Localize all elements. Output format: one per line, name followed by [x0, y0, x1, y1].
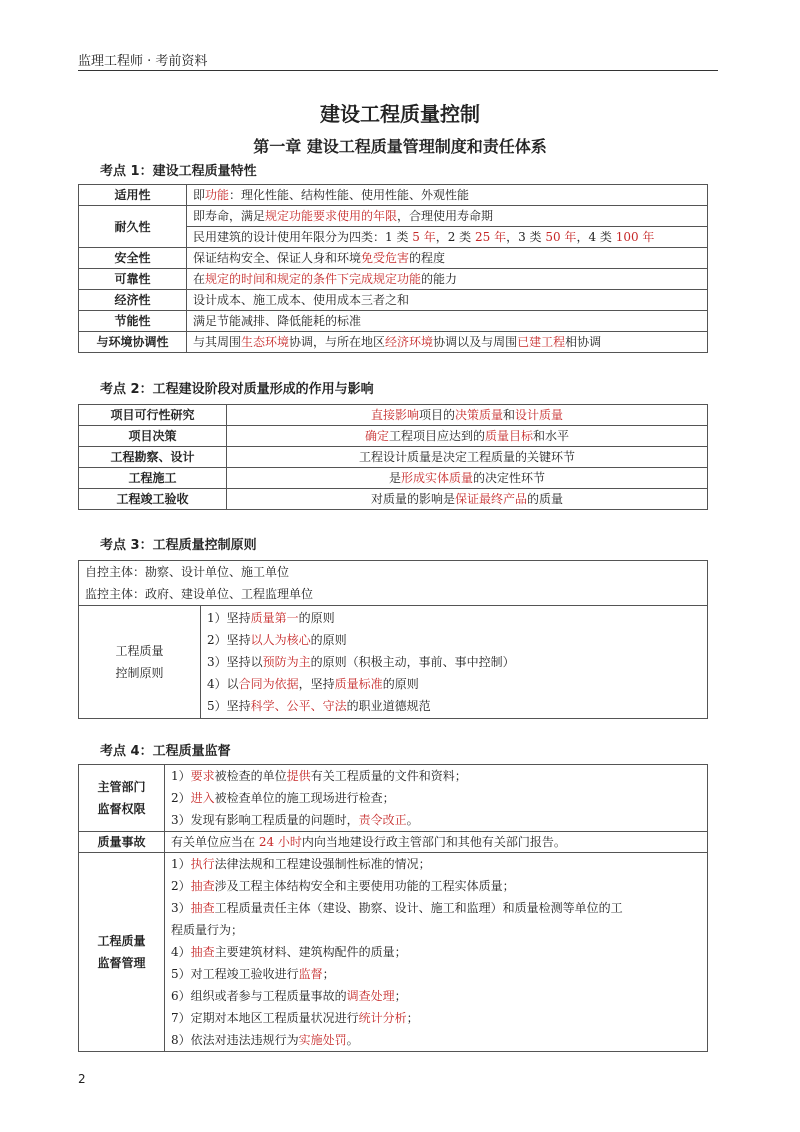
- highlight-text: 责令改正: [358, 813, 407, 827]
- body-text: 4）以: [207, 677, 239, 691]
- highlight-text: 5 年: [412, 230, 436, 244]
- body-text: 即寿命，满足: [193, 209, 266, 223]
- page-header: 监理工程师 · 考前资料: [78, 54, 208, 69]
- body-text: 4）: [171, 945, 191, 959]
- body-text: 。: [406, 813, 419, 827]
- body-text: 工程设计质量是决定工程质量的关键环节: [358, 450, 575, 464]
- highlight-text: 统计分析: [358, 1011, 407, 1025]
- body-text: 被检查单位的施工现场进行检查；: [214, 791, 395, 805]
- row-label: 节能性: [79, 311, 187, 332]
- row-content: [187, 269, 708, 290]
- highlight-text: 直接影响: [370, 408, 419, 422]
- stage-content: [227, 426, 708, 447]
- row-content: [187, 290, 708, 311]
- highlight-text: 监督: [298, 967, 323, 981]
- highlight-text: 免受危害: [361, 251, 410, 265]
- body-text: ，2 类: [435, 230, 475, 244]
- highlight-text: 经济环境: [385, 335, 434, 349]
- highlight-text: 合同为依据: [238, 677, 299, 691]
- body-text: 被检查的单位: [214, 769, 287, 783]
- body-text: 3）坚持以: [207, 655, 263, 669]
- row-content: [187, 206, 708, 227]
- stage-content: [227, 447, 708, 468]
- highlight-text: 预防为主: [262, 655, 311, 669]
- body-text: ；: [322, 967, 335, 981]
- body-text: 有关工程质量的文件和资料；: [310, 769, 467, 783]
- body-text: 5）对工程竣工验收进行: [171, 967, 299, 981]
- highlight-text: 质量第一: [250, 611, 299, 625]
- body-text: ，坚持: [298, 677, 335, 691]
- highlight-text: 设计质量: [515, 408, 564, 422]
- body-text: 的决定性环节: [473, 471, 546, 485]
- body-text: 的职业道德规范: [346, 699, 431, 713]
- stage-label: 工程竣工验收: [79, 489, 227, 510]
- highlight-text: 要求: [190, 769, 215, 783]
- body-text: 的能力: [421, 272, 458, 286]
- row-label: 与环境协调性: [79, 332, 187, 353]
- highlight-text: 抽查: [190, 945, 215, 959]
- body-text: 与其周围: [193, 335, 242, 349]
- list-item: [171, 787, 701, 809]
- body-text: ，合理使用寿命期: [397, 209, 494, 223]
- list-item: [171, 1029, 701, 1051]
- row-content: [187, 332, 708, 353]
- list-item: [207, 629, 701, 651]
- chapter-title: 第一章 建设工程质量管理制度和责任体系: [253, 137, 547, 156]
- control-principles-table: [78, 560, 708, 719]
- body-text: 的质量: [527, 492, 564, 506]
- body-text: ，4 类: [576, 230, 616, 244]
- authority-list: [165, 765, 708, 832]
- list-item: [171, 963, 701, 985]
- row-content: [187, 248, 708, 269]
- list-item: [171, 897, 701, 919]
- management-list: [165, 853, 708, 1052]
- accident-label: 质量事故: [79, 832, 165, 853]
- body-text: 是: [388, 471, 401, 485]
- body-text: 。: [346, 1033, 359, 1047]
- page-number: 2: [78, 1072, 86, 1086]
- stage-label: 工程施工: [79, 468, 227, 489]
- accident-content: [165, 832, 708, 853]
- highlight-text: 24 小时: [258, 835, 302, 849]
- list-item: [171, 919, 701, 941]
- body-text: 工程项目应达到的: [388, 429, 485, 443]
- highlight-text: 执行: [190, 857, 215, 871]
- body-text: 民用建筑的设计使用年限分为四类：1 类: [193, 230, 413, 244]
- list-item: [171, 941, 701, 963]
- body-text: 3）发现有影响工程质量的问题时，: [171, 813, 359, 827]
- list-item: [207, 607, 701, 629]
- body-text: 设计成本、施工成本、使用成本三者之和: [193, 293, 410, 307]
- body-text: 的程度: [409, 251, 446, 265]
- stage-label: 项目决策: [79, 426, 227, 447]
- body-text: 主要建筑材料、建筑构配件的质量；: [214, 945, 407, 959]
- body-text: 5）坚持: [207, 699, 251, 713]
- row-content: [187, 311, 708, 332]
- highlight-text: 100 年: [615, 230, 655, 244]
- body-text: 1）坚持: [207, 611, 251, 625]
- stage-label: 工程勘察、设计: [79, 447, 227, 468]
- self-control-subject: 自控主体：勘察、设计单位、施工单位: [85, 565, 290, 579]
- row-label: 适用性: [79, 185, 187, 206]
- highlight-text: 规定功能要求使用的年限: [265, 209, 398, 223]
- body-text: 内向当地建设行政主管部门和其他有关部门报告。: [301, 835, 566, 849]
- stage-content: [227, 468, 708, 489]
- body-text: 在: [193, 272, 206, 286]
- list-item: [207, 651, 701, 673]
- stage-content: [227, 405, 708, 426]
- highlight-text: 形成实体质量: [400, 471, 473, 485]
- section-3-title: 考点 3：工程质量控制原则: [100, 538, 257, 553]
- stage-content: [227, 489, 708, 510]
- construction-stage-table: [78, 404, 708, 510]
- stage-label: 项目可行性研究: [79, 405, 227, 426]
- highlight-text: 抽查: [190, 879, 215, 893]
- highlight-text: 25 年: [474, 230, 507, 244]
- body-text: 程质量行为；: [171, 923, 244, 937]
- quality-characteristics-table: [78, 184, 708, 353]
- management-label: 工程质量 监督管理: [79, 853, 165, 1052]
- body-text: 的原则: [298, 611, 335, 625]
- authority-label: 主管部门 监督权限: [79, 765, 165, 832]
- body-text: 2）坚持: [207, 633, 251, 647]
- body-text: 相协调: [565, 335, 602, 349]
- body-text: 协调以及与周围: [433, 335, 518, 349]
- body-text: 项目的: [418, 408, 455, 422]
- body-text: 协调，与所在地区: [289, 335, 386, 349]
- highlight-text: 质量目标: [485, 429, 534, 443]
- list-item: [171, 809, 701, 831]
- highlight-text: 决策质量: [454, 408, 503, 422]
- body-text: ；: [394, 989, 407, 1003]
- body-text: 和: [503, 408, 516, 422]
- highlight-text: 已建工程: [517, 335, 566, 349]
- header-divider: [78, 70, 718, 71]
- body-text: 满足节能减排、降低能耗的标准: [193, 314, 362, 328]
- highlight-text: 以人为核心: [250, 633, 311, 647]
- body-text: 的原则（积极主动，事前、事中控制）: [310, 655, 515, 669]
- highlight-text: 保证最终产品: [454, 492, 527, 506]
- subjects-cell: [79, 561, 708, 606]
- section-2-title: 考点 2：工程建设阶段对质量形成的作用与影响: [100, 382, 374, 397]
- body-text: 对质量的影响是: [370, 492, 455, 506]
- body-text: ：理化性能、结构性能、使用性能、外观性能: [229, 188, 470, 202]
- body-text: 3）: [171, 901, 191, 915]
- body-text: 有关单位应当在: [171, 835, 259, 849]
- body-text: ；: [406, 1011, 419, 1025]
- list-item: [171, 875, 701, 897]
- list-item: [207, 695, 701, 717]
- highlight-text: 抽查: [190, 901, 215, 915]
- body-text: 1）: [171, 769, 191, 783]
- highlight-text: 提供: [286, 769, 311, 783]
- row-content: [187, 227, 708, 248]
- section-1-title: 考点 1：建设工程质量特性: [100, 164, 257, 179]
- body-text: 2）: [171, 791, 191, 805]
- highlight-text: 确定: [364, 429, 389, 443]
- body-text: 的原则: [310, 633, 347, 647]
- row-label: 安全性: [79, 248, 187, 269]
- list-item: [171, 765, 701, 787]
- principles-label: 工程质量 控制原则: [79, 606, 201, 719]
- highlight-text: 功能: [205, 188, 230, 202]
- body-text: 的原则: [382, 677, 419, 691]
- quality-supervision-table: [78, 764, 708, 1052]
- body-text: 法律法规和工程建设强制性标准的情况；: [214, 857, 431, 871]
- body-text: 和水平: [533, 429, 570, 443]
- body-text: 即: [193, 188, 206, 202]
- section-4-title: 考点 4：工程质量监督: [100, 744, 231, 759]
- list-item: [207, 673, 701, 695]
- body-text: 2）: [171, 879, 191, 893]
- row-content: [187, 185, 708, 206]
- list-item: [171, 853, 701, 875]
- highlight-text: 实施处罚: [298, 1033, 347, 1047]
- row-label: 经济性: [79, 290, 187, 311]
- body-text: ，3 类: [506, 230, 546, 244]
- doc-title: 建设工程质量控制: [320, 102, 480, 126]
- highlight-text: 生态环境: [241, 335, 290, 349]
- list-item: [171, 1007, 701, 1029]
- body-text: 工程质量责任主体（建设、勘察、设计、施工和监理）和质量检测等单位的工: [214, 901, 623, 915]
- body-text: 涉及工程主体结构安全和主要使用功能的工程实体质量；: [214, 879, 515, 893]
- highlight-text: 调查处理: [346, 989, 395, 1003]
- principles-list: [201, 606, 708, 719]
- highlight-text: 进入: [190, 791, 215, 805]
- list-item: [171, 985, 701, 1007]
- supervision-subject: 监控主体：政府、建设单位、工程监理单位: [85, 587, 314, 601]
- row-label: 耐久性: [79, 206, 187, 248]
- highlight-text: 科学、公平、守法: [250, 699, 347, 713]
- body-text: 6）组织或者参与工程质量事故的: [171, 989, 347, 1003]
- body-text: 8）依法对违法违规行为: [171, 1033, 299, 1047]
- highlight-text: 质量标准: [334, 677, 383, 691]
- body-text: 7）定期对本地区工程质量状况进行: [171, 1011, 359, 1025]
- highlight-text: 50 年: [545, 230, 577, 244]
- body-text: 保证结构安全、保证人身和环境: [193, 251, 362, 265]
- highlight-text: 规定的时间和规定的条件下完成规定功能: [205, 272, 422, 286]
- body-text: 1）: [171, 857, 191, 871]
- row-label: 可靠性: [79, 269, 187, 290]
